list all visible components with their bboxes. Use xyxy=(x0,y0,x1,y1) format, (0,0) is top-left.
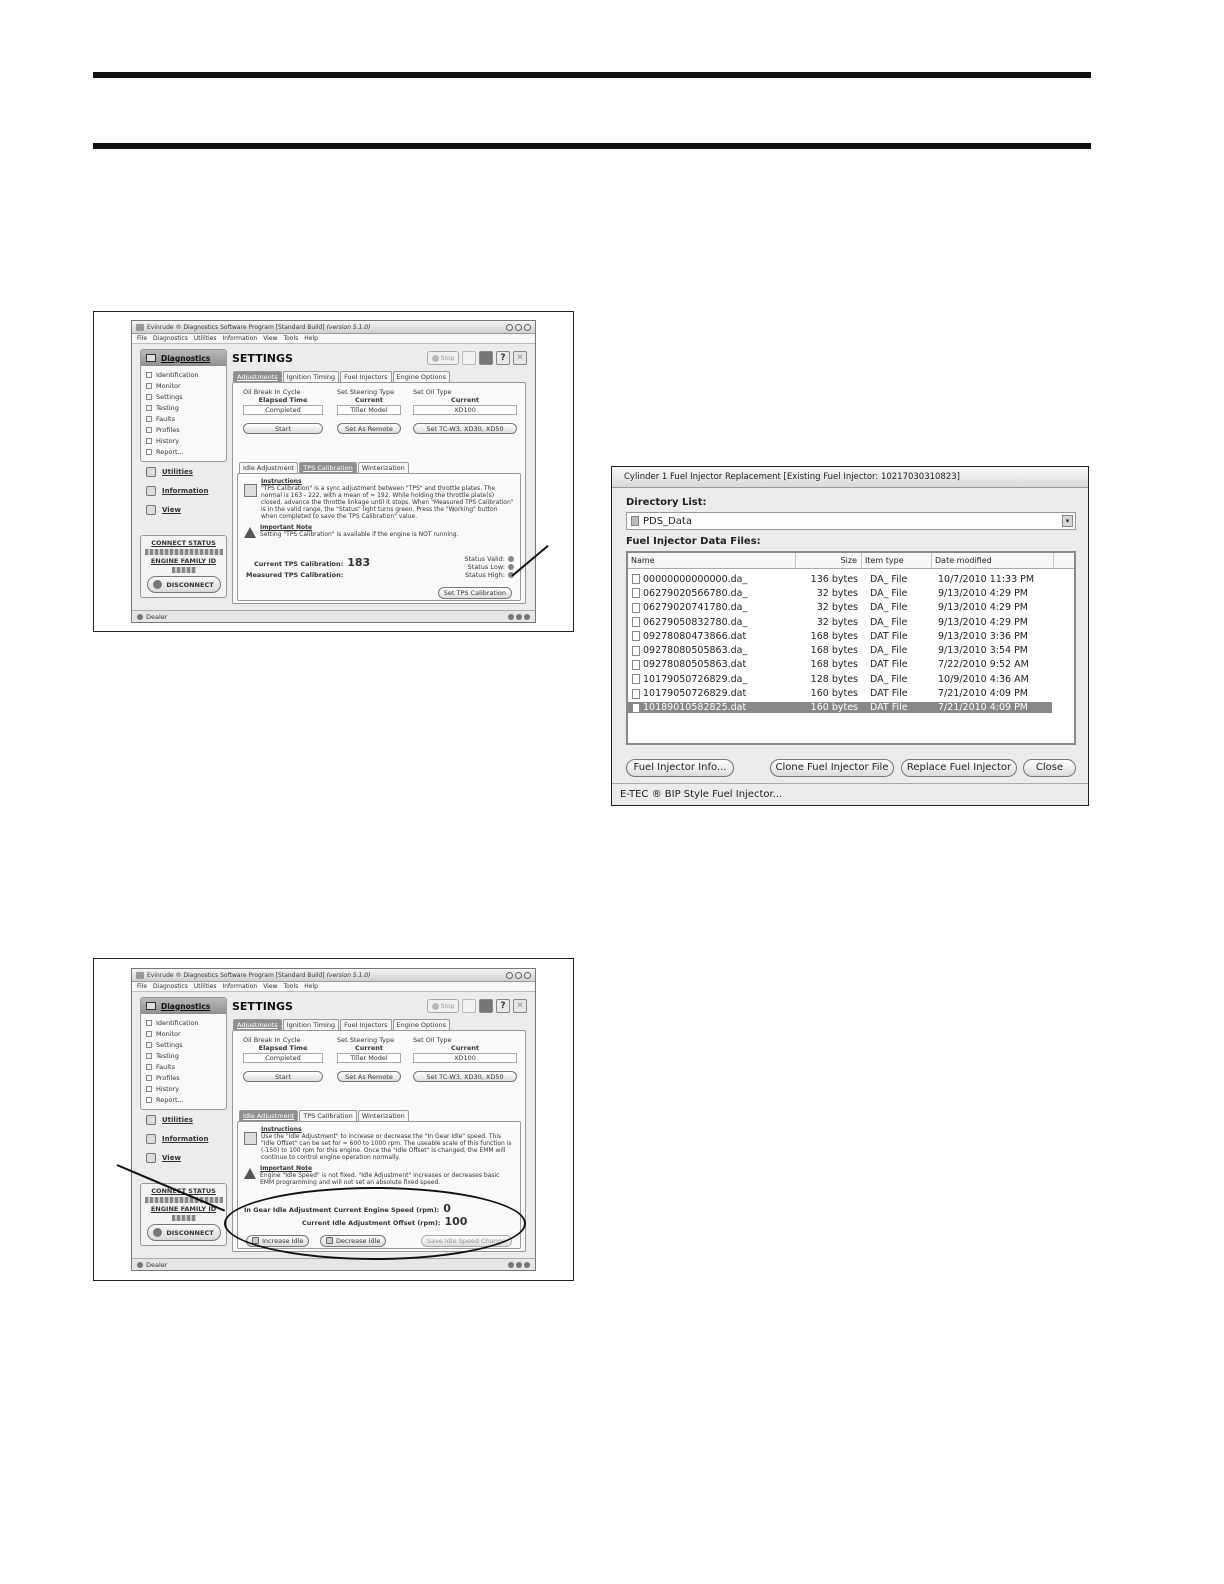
file-size: 168 bytes xyxy=(810,630,858,642)
menu-diagnostics[interactable]: Diagnostics xyxy=(153,983,188,990)
app-icon xyxy=(136,972,144,979)
monitor-icon xyxy=(146,1031,152,1037)
statusbar-label: Dealer xyxy=(146,1260,168,1269)
window-title: Evinrude ® Diagnostics Software Program [Standard Build] xyxy=(147,971,325,979)
file-name: 10179050726829.dat xyxy=(643,688,747,700)
identification-icon xyxy=(146,372,152,378)
directory-select[interactable] xyxy=(626,512,1076,530)
refresh-icon[interactable] xyxy=(479,351,493,365)
menu-view[interactable]: View xyxy=(263,983,278,990)
file-type: DA_ File xyxy=(870,573,908,585)
view-icon xyxy=(146,505,156,515)
instructions-text: Use the "Idle Adjustment" to increase or decrease the "In Gear Idle" speed. This "Idle Offset" can be set for ≈ 600 to 1000 rpm. The useable scale of this function is (-150) to 100 rpm for this engine. Once the "Idle Offset" is changed, the EMM will continue to control engine operation normally. xyxy=(261,1133,512,1161)
redacted-status xyxy=(145,1197,223,1203)
sidebar-item-profiles[interactable]: Profiles xyxy=(141,1072,226,1083)
oil-break-column: Oil Break In Cycle Elapsed Time Completed Start xyxy=(243,388,323,434)
tab-ignition-timing[interactable]: Ignition Timing xyxy=(283,1019,339,1030)
window-version: (version 5.1.0) xyxy=(326,323,371,331)
instructions-icon xyxy=(244,1132,257,1145)
instructions-icon xyxy=(244,484,257,497)
idle-offset-readout: Current Idle Adjustment Offset (rpm): 100 xyxy=(302,1215,468,1228)
directory-label: Directory List: xyxy=(626,497,707,508)
file-size: 32 bytes xyxy=(816,616,858,628)
top-rule xyxy=(93,72,1091,78)
file-type: DAT File xyxy=(862,702,932,713)
tab-engine-options[interactable]: Engine Options xyxy=(393,1019,450,1030)
information-icon xyxy=(146,486,156,496)
file-name: 06279020566780.da_ xyxy=(643,587,748,599)
file-name: 09278080505863.da_ xyxy=(643,645,748,657)
sidebar-item-monitor[interactable]: Monitor xyxy=(141,1028,226,1039)
file-icon xyxy=(632,703,640,713)
table-row[interactable] xyxy=(628,629,1074,643)
oil-type-value: XD100 xyxy=(413,1053,517,1063)
main-panel xyxy=(232,349,530,607)
sidebar-item-profiles[interactable]: Profiles xyxy=(141,424,226,435)
file-type: DA_ File xyxy=(870,616,908,628)
menu-tools[interactable]: Tools xyxy=(283,335,299,342)
connect-status-label: CONNECT STATUS xyxy=(151,1187,216,1195)
file-size: 160 bytes xyxy=(810,688,858,700)
stop-button[interactable]: Stop xyxy=(427,351,459,365)
sidebar-group-information[interactable]: Information xyxy=(140,481,227,500)
gear-icon[interactable] xyxy=(462,351,476,365)
sidebar-item-identification[interactable]: Identification xyxy=(141,1017,226,1028)
sidebar-group-information[interactable]: Information xyxy=(140,1129,227,1148)
file-size: 168 bytes xyxy=(810,659,858,671)
file-date: 10/7/2010 11:33 PM xyxy=(938,573,1035,585)
menu-bar xyxy=(132,334,535,344)
user-icon xyxy=(137,614,143,620)
sidebar xyxy=(140,349,227,605)
oil-type-column: Set Oil Type Current XD100 Set TC-W3, XD30, XD50 xyxy=(413,388,517,434)
steering-column: Set Steering Type Current Tiller Model Set As Remote xyxy=(337,1036,401,1082)
sidebar-item-faults[interactable]: Faults xyxy=(141,1061,226,1072)
monitor-icon xyxy=(146,383,152,389)
testing-icon xyxy=(146,1053,152,1059)
chevron-down-icon[interactable]: ▾ xyxy=(1062,515,1073,527)
file-icon xyxy=(632,674,640,684)
file-type: DAT File xyxy=(870,630,908,642)
sub-tabs xyxy=(239,462,409,473)
file-name: 10179050726829.da_ xyxy=(643,673,748,685)
file-date: 7/21/2010 4:09 PM xyxy=(938,688,1029,700)
sidebar-group-utilities[interactable]: Utilities xyxy=(140,462,227,481)
callout-ellipse xyxy=(224,1187,526,1260)
table-row[interactable] xyxy=(628,643,1074,657)
menu-file[interactable]: File xyxy=(137,983,148,990)
close-icon[interactable] xyxy=(524,972,531,979)
faults-icon xyxy=(146,1064,152,1070)
file-name: 00000000000000.da_ xyxy=(643,573,748,585)
table-row[interactable] xyxy=(628,586,1074,600)
file-icon xyxy=(632,603,640,613)
oil-break-column: Oil Break In Cycle Elapsed Time Completed Start xyxy=(243,1036,323,1082)
sidebar-item-monitor[interactable]: Monitor xyxy=(141,380,226,391)
sound-icon xyxy=(516,1262,522,1268)
page-title: SETTINGS xyxy=(232,1000,293,1013)
file-size: 160 bytes xyxy=(796,702,862,713)
toolbar xyxy=(427,351,527,365)
column-header-type[interactable]: Item type xyxy=(862,553,932,568)
redacted-family xyxy=(172,567,196,573)
second-rule xyxy=(93,143,1091,149)
engine-family-label: ENGINE FAMILY ID xyxy=(150,557,217,565)
decrease-idle-button[interactable]: Decrease Idle xyxy=(320,1235,386,1247)
file-list[interactable] xyxy=(626,551,1076,745)
table-row[interactable] xyxy=(628,686,1074,700)
steering-column: Set Steering Type Current Tiller Model Set As Remote xyxy=(337,388,401,434)
sub-tabs xyxy=(239,1110,409,1121)
current-tps-value: 183 xyxy=(347,556,371,569)
window-version: (version 5.1.0) xyxy=(326,971,371,979)
network-icon xyxy=(508,1262,514,1268)
sidebar-item-report[interactable]: Report... xyxy=(141,1094,226,1105)
sidebar-item-settings[interactable]: Settings xyxy=(141,1039,226,1050)
note-title: Important Note xyxy=(260,1165,313,1172)
tab-adjustments[interactable]: Adjustments xyxy=(233,371,282,382)
oil-break-value: Completed xyxy=(243,1053,323,1063)
report-icon xyxy=(146,449,152,455)
file-type: DA_ File xyxy=(870,645,908,657)
diagnostics-icon xyxy=(146,1002,156,1010)
minimize-icon[interactable] xyxy=(506,972,513,979)
tab-ignition-timing[interactable]: Ignition Timing xyxy=(283,371,339,382)
start-button[interactable]: Start xyxy=(243,1071,323,1082)
warning-icon xyxy=(244,527,256,538)
file-date: 9/13/2010 4:29 PM xyxy=(938,616,1029,628)
history-icon xyxy=(146,438,152,444)
tab-fuel-injectors[interactable]: Fuel Injectors xyxy=(340,371,391,382)
table-row[interactable] xyxy=(628,601,1074,615)
figure-idle-adjustment xyxy=(93,958,574,1281)
tab-fuel-injectors[interactable]: Fuel Injectors xyxy=(340,1019,391,1030)
status-valid-led xyxy=(508,556,514,562)
warning-icon xyxy=(244,1168,256,1179)
maximize-icon[interactable] xyxy=(515,324,522,331)
maximize-icon[interactable] xyxy=(515,972,522,979)
view-icon xyxy=(146,1153,156,1163)
settings-icon xyxy=(146,1042,152,1048)
menu-help[interactable]: Help xyxy=(304,335,318,342)
set-oil-type-button[interactable]: Set TC-W3, XD30, XD50 xyxy=(413,1071,517,1082)
sidebar-group-view[interactable]: View xyxy=(140,1148,227,1167)
file-name: 09278080505863.dat xyxy=(643,659,747,671)
toolbar xyxy=(427,999,527,1013)
file-icon xyxy=(632,631,640,641)
file-date: 7/21/2010 4:09 PM xyxy=(932,702,1052,713)
menu-help[interactable]: Help xyxy=(304,983,318,990)
file-type: DAT File xyxy=(870,659,908,671)
tab-winterization[interactable]: Winterization xyxy=(358,462,409,473)
help-button[interactable]: ? xyxy=(496,351,510,365)
battery-icon xyxy=(524,1262,530,1268)
menu-information[interactable]: Information xyxy=(222,983,258,990)
file-date: 7/22/2010 9:52 AM xyxy=(938,659,1029,671)
sidebar-item-testing[interactable]: Testing xyxy=(141,1050,226,1061)
files-label: Fuel Injector Data Files: xyxy=(626,536,761,547)
steering-value: Tiller Model xyxy=(337,1053,401,1063)
information-icon xyxy=(146,1134,156,1144)
file-size: 136 bytes xyxy=(810,573,858,585)
exit-icon[interactable]: ✕ xyxy=(513,351,527,365)
stop-icon xyxy=(432,355,439,362)
folder-icon xyxy=(631,516,639,526)
gear-icon[interactable] xyxy=(462,999,476,1013)
file-date: 9/13/2010 3:36 PM xyxy=(938,630,1029,642)
set-as-remote-button[interactable]: Set As Remote xyxy=(337,423,401,434)
disconnect-icon xyxy=(153,580,162,589)
table-row[interactable] xyxy=(628,672,1074,686)
file-type: DA_ File xyxy=(870,673,908,685)
clone-fuel-injector-button[interactable]: Clone Fuel Injector File xyxy=(770,759,894,777)
table-row[interactable] xyxy=(628,701,1074,715)
tab-adjustments[interactable]: Adjustments xyxy=(233,1019,282,1030)
disconnect-button[interactable]: DISCONNECT xyxy=(147,576,221,593)
file-icon xyxy=(632,689,640,699)
sound-icon xyxy=(516,614,522,620)
fuel-injector-info-button[interactable]: Fuel Injector Info... xyxy=(626,759,734,777)
file-type: DAT File xyxy=(870,688,908,700)
file-rows xyxy=(628,569,1074,715)
file-icon xyxy=(632,617,640,627)
column-header-date[interactable]: Date modified xyxy=(932,553,1054,568)
disconnect-button[interactable]: DISCONNECT xyxy=(147,1224,221,1241)
redacted-status xyxy=(145,549,223,555)
history-icon xyxy=(146,1086,152,1092)
sidebar-item-testing[interactable]: Testing xyxy=(141,402,226,413)
table-row[interactable] xyxy=(628,615,1074,629)
sidebar-item-settings[interactable]: Settings xyxy=(141,391,226,402)
increase-idle-button[interactable]: Increase Idle xyxy=(246,1235,309,1247)
menu-utilities[interactable]: Utilities xyxy=(193,983,217,990)
tab-winterization[interactable]: Winterization xyxy=(358,1110,409,1121)
set-as-remote-button[interactable]: Set As Remote xyxy=(337,1071,401,1082)
file-date: 9/13/2010 4:29 PM xyxy=(938,587,1029,599)
file-date: 9/13/2010 3:54 PM xyxy=(938,645,1029,657)
table-row[interactable] xyxy=(628,658,1074,672)
menu-tools[interactable]: Tools xyxy=(283,983,299,990)
window-statusbar xyxy=(132,1258,535,1270)
user-icon xyxy=(137,1262,143,1268)
file-icon xyxy=(632,646,640,656)
file-list-header xyxy=(628,553,1074,569)
help-button[interactable]: ? xyxy=(496,999,510,1013)
minimize-icon[interactable] xyxy=(506,324,513,331)
tab-idle-adjustment[interactable]: Idle Adjustment xyxy=(239,462,298,473)
sidebar-group-view[interactable]: View xyxy=(140,500,227,519)
oil-break-value: Completed xyxy=(243,405,323,415)
column-header-size[interactable]: Size xyxy=(796,553,862,568)
sidebar-item-report[interactable]: Report... xyxy=(141,446,226,457)
report-icon xyxy=(146,1097,152,1103)
sidebar-group-utilities[interactable]: Utilities xyxy=(140,1110,227,1129)
oil-type-value: XD100 xyxy=(413,405,517,415)
menu-file[interactable]: File xyxy=(137,335,148,342)
file-icon xyxy=(632,660,640,670)
current-tps-readout: Current TPS Calibration: 183 xyxy=(254,556,371,569)
dialog-title: Cylinder 1 Fuel Injector Replacement [Existing Fuel Injector: 10217030310823] xyxy=(612,467,1088,488)
diagnostics-icon xyxy=(146,354,156,362)
close-icon[interactable] xyxy=(524,324,531,331)
battery-icon xyxy=(524,614,530,620)
disconnect-icon xyxy=(153,1228,162,1237)
menu-diagnostics[interactable]: Diagnostics xyxy=(153,335,188,342)
main-tabs xyxy=(233,371,450,382)
file-name: 09278080473866.dat xyxy=(643,630,747,642)
status-low-led xyxy=(508,564,514,570)
stop-icon xyxy=(432,1003,439,1010)
sidebar-item-history[interactable]: History xyxy=(141,1083,226,1094)
testing-icon xyxy=(146,405,152,411)
engine-family-label: ENGINE FAMILY ID xyxy=(150,1205,217,1213)
measured-tps-readout: Measured TPS Calibration: xyxy=(246,571,344,579)
idle-offset-value: 100 xyxy=(444,1215,468,1228)
file-name: 06279050832780.da_ xyxy=(643,616,748,628)
file-size: 32 bytes xyxy=(816,602,858,614)
sidebar-header-diagnostics[interactable]: Diagnostics xyxy=(141,998,226,1014)
menu-bar xyxy=(132,982,535,992)
close-button[interactable]: Close xyxy=(1023,759,1076,777)
steering-value: Tiller Model xyxy=(337,405,401,415)
instructions-text: "TPS Calibration" is a sync adjustment between "TPS" and throttle plates. The normal is 163 - 222, with a mean of ≈ 192. While holding the throttle plate(s) closed, advance the throttle linkage until it stops. When "Measured TPS Calibration" is in the valid range, the "Status" light turns green. Press the "Working" button when completed to save the TPS Calibration" value. xyxy=(261,485,514,520)
sidebar-item-identification[interactable]: Identification xyxy=(141,369,226,380)
stop-button[interactable]: Stop xyxy=(427,999,459,1013)
file-size: 32 bytes xyxy=(816,587,858,599)
window-titlebar xyxy=(132,969,535,982)
diagnostics-panel xyxy=(140,349,227,462)
file-icon xyxy=(632,588,640,598)
sidebar-header-diagnostics[interactable]: Diagnostics xyxy=(141,350,226,366)
set-oil-type-button[interactable]: Set TC-W3, XD30, XD50 xyxy=(413,423,517,434)
tab-engine-options[interactable]: Engine Options xyxy=(393,371,450,382)
adjustments-panel xyxy=(232,382,526,604)
figure-tps-calibration xyxy=(93,311,574,632)
note-text: Setting "TPS Calibration" is available if the engine is NOT running. xyxy=(260,531,459,538)
window-statusbar xyxy=(132,610,535,622)
engine-speed-readout: In Gear Idle Adjustment Current Engine Speed (rpm): 0 xyxy=(244,1202,451,1215)
sidebar-item-faults[interactable]: Faults xyxy=(141,413,226,424)
utilities-icon xyxy=(146,467,156,477)
status-indicators: Status Valid: Status Low: Status High: xyxy=(464,555,514,579)
file-name: 10189010582825.dat xyxy=(643,702,747,714)
sidebar xyxy=(140,997,227,1253)
window-titlebar xyxy=(132,321,535,334)
oil-type-column: Set Oil Type Current XD100 Set TC-W3, XD30, XD50 xyxy=(413,1036,517,1082)
file-name: 06279020741780.da_ xyxy=(643,602,748,614)
replace-fuel-injector-button[interactable]: Replace Fuel Injector xyxy=(901,759,1017,777)
engine-speed-value: 0 xyxy=(443,1202,451,1215)
identification-icon xyxy=(146,1020,152,1026)
tab-idle-adjustment[interactable]: Idle Adjustment xyxy=(239,1110,298,1121)
table-row[interactable] xyxy=(628,572,1074,586)
file-type: DA_ File xyxy=(870,587,908,599)
utilities-icon xyxy=(146,1115,156,1125)
page-title: SETTINGS xyxy=(232,352,293,365)
window-title: Evinrude ® Diagnostics Software Program [Standard Build] xyxy=(147,323,325,331)
file-type: DA_ File xyxy=(870,602,908,614)
profiles-icon xyxy=(146,427,152,433)
save-idle-speed-button[interactable]: Save Idle Speed Change xyxy=(421,1235,512,1247)
menu-information[interactable]: Information xyxy=(222,335,258,342)
diagnostics-window xyxy=(131,320,536,623)
profiles-icon xyxy=(146,1075,152,1081)
network-icon xyxy=(508,614,514,620)
tab-tps-calibration[interactable]: TPS Calibration xyxy=(299,462,356,473)
file-size: 168 bytes xyxy=(810,645,858,657)
app-icon xyxy=(136,324,144,331)
note-title: Important Note xyxy=(260,524,313,531)
set-tps-calibration-button[interactable]: Set TPS Calibration xyxy=(438,587,512,599)
refresh-icon[interactable] xyxy=(479,999,493,1013)
file-date: 9/13/2010 4:29 PM xyxy=(938,602,1029,614)
file-size: 128 bytes xyxy=(810,673,858,685)
tps-panel xyxy=(237,473,521,601)
tab-tps-calibration[interactable]: TPS Calibration xyxy=(299,1110,356,1121)
file-date: 10/9/2010 4:36 AM xyxy=(938,673,1029,685)
exit-icon[interactable]: ✕ xyxy=(513,999,527,1013)
directory-value: PDS_Data xyxy=(643,515,692,527)
fuel-injector-dialog xyxy=(611,466,1089,806)
column-header-name[interactable]: Name xyxy=(628,553,796,568)
menu-view[interactable]: View xyxy=(263,335,278,342)
instructions-title: Instructions xyxy=(261,478,302,485)
redacted-family xyxy=(172,1215,196,1221)
connection-panel xyxy=(140,535,227,598)
file-icon xyxy=(632,574,640,584)
faults-icon xyxy=(146,416,152,422)
instructions-title: Instructions xyxy=(261,1126,302,1133)
statusbar-label: Dealer xyxy=(146,612,168,621)
connect-status-label: CONNECT STATUS xyxy=(151,539,216,547)
main-tabs xyxy=(233,1019,450,1030)
diagnostics-panel xyxy=(140,997,227,1110)
dialog-status: E-TEC ® BIP Style Fuel Injector... xyxy=(612,783,1088,805)
sidebar-item-history[interactable]: History xyxy=(141,435,226,446)
note-text: Engine "Idle Speed" is not fixed. "Idle Adjustment" increases or decreases basic EMM programming and will not set an absolute fixed speed. xyxy=(260,1172,500,1186)
menu-utilities[interactable]: Utilities xyxy=(193,335,217,342)
start-button[interactable]: Start xyxy=(243,423,323,434)
settings-icon xyxy=(146,394,152,400)
